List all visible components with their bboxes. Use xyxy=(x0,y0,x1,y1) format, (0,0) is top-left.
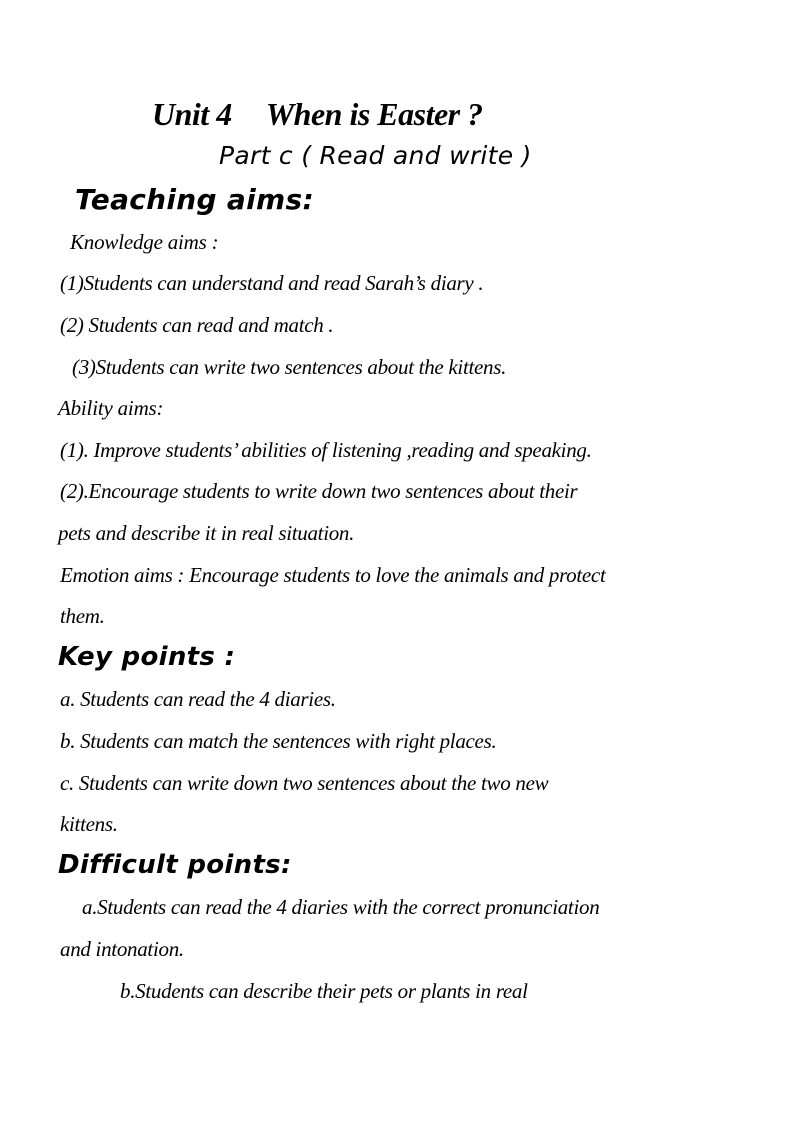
key-point-b: b. Students can match the sentences with right places. xyxy=(60,729,497,753)
ability-aims-heading: Ability aims: xyxy=(58,396,164,420)
knowledge-item-1: (1)Students can understand and read Sarah’s diary . xyxy=(60,271,484,295)
teaching-aims-heading: Teaching aims: xyxy=(75,183,314,216)
ability-item-1: (1). Improve students’ abilities of listening ,reading and speaking. xyxy=(60,438,592,462)
difficult-point-a: a.Students can read the 4 diaries with the correct pronunciation xyxy=(82,895,600,919)
knowledge-aims-heading: Knowledge aims : xyxy=(70,230,219,254)
difficult-point-a-continued: and intonation. xyxy=(60,937,184,961)
knowledge-item-3: (3)Students can write two sentences about the kittens. xyxy=(72,355,507,379)
key-point-c-continued: kittens. xyxy=(60,812,118,836)
unit-question: When is Easter ? xyxy=(265,96,483,132)
key-point-a: a. Students can read the 4 diaries. xyxy=(60,687,336,711)
key-point-c: c. Students can write down two sentences about the two new xyxy=(60,771,549,795)
part-subtitle: Part c ( Read and write ) xyxy=(219,141,532,170)
unit-number: Unit 4 xyxy=(152,96,232,132)
difficult-points-heading: Difficult points: xyxy=(58,850,292,880)
ability-item-2: (2).Encourage students to write down two sentences about their xyxy=(60,479,578,503)
unit-title xyxy=(152,96,483,133)
key-points-heading: Key points : xyxy=(58,642,236,672)
knowledge-item-2: (2) Students can read and match . xyxy=(60,313,334,337)
ability-item-2-continued: pets and describe it in real situation. xyxy=(58,521,355,545)
difficult-point-b: b.Students can describe their pets or plants in real xyxy=(120,979,528,1003)
emotion-aims-line-2: them. xyxy=(60,604,105,628)
emotion-aims-line-1: Emotion aims : Encourage students to love the animals and protect xyxy=(60,563,606,587)
